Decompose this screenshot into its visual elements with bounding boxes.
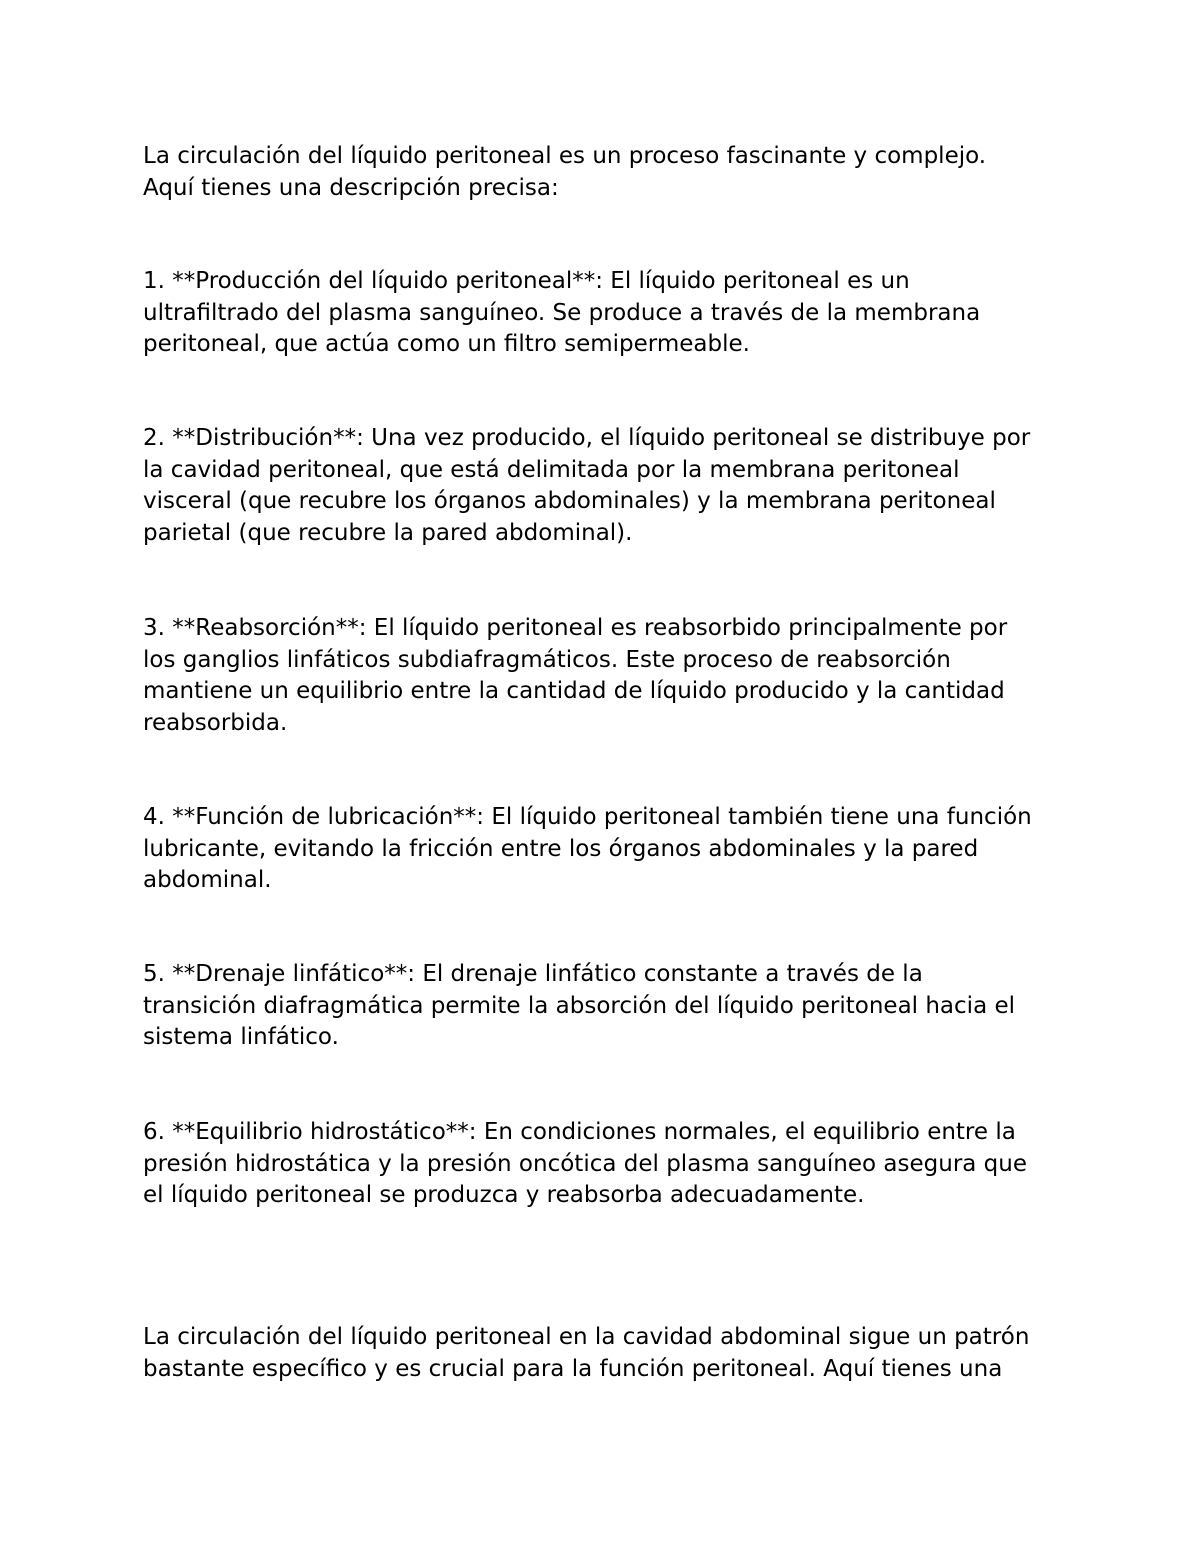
text-line: 2. **Distribución**: Una vez producido, el líquido peritoneal se distribuye por bbox=[143, 425, 1031, 451]
text-line: peritoneal, que actúa como un filtro semipermeable. bbox=[143, 331, 750, 357]
text-line: los ganglios linfáticos subdiafragmáticos. Este proceso de reabsorción bbox=[143, 646, 951, 673]
text-line: La circulación del líquido peritoneal es un proceso fascinante y complejo. bbox=[143, 143, 987, 169]
text-line: La circulación del líquido peritoneal en la cavidad abdominal sigue un patrón bbox=[143, 1324, 1030, 1350]
text-line: ultrafiltrado del plasma sanguíneo. Se produce a través de la membrana bbox=[143, 299, 981, 326]
text-line: 3. **Reabsorción**: El líquido peritoneal es reabsorbido principalmente por bbox=[143, 615, 1008, 641]
list-item-produccion bbox=[143, 266, 1073, 361]
text-line: reabsorbida. bbox=[143, 709, 288, 736]
text-line: 4. **Función de lubricación**: El líquido peritoneal también tiene una función bbox=[143, 804, 1032, 830]
list-item-equilibrio bbox=[143, 1117, 1073, 1212]
text-line: sistema linfático. bbox=[143, 1024, 339, 1050]
text-line: parietal (que recubre la pared abdominal). bbox=[143, 519, 633, 546]
intro-paragraph bbox=[143, 141, 1073, 204]
list-item-reabsorcion bbox=[143, 613, 1073, 739]
text-line: 5. **Drenaje linfático**: El drenaje linfático constante a través de la bbox=[143, 961, 923, 987]
text-line: el líquido peritoneal se produzca y reabsorba adecuadamente. bbox=[143, 1182, 865, 1208]
text-line: bastante específico y es crucial para la función peritoneal. Aquí tienes una bbox=[143, 1355, 1003, 1382]
text-line: visceral (que recubre los órganos abdominales) y la membrana peritoneal bbox=[143, 488, 996, 514]
text-line: 6. **Equilibrio hidrostático**: En condiciones normales, el equilibrio entre la bbox=[143, 1119, 1016, 1145]
list-item-lubricacion bbox=[143, 802, 1073, 897]
text-line: 1. **Producción del líquido peritoneal**: El líquido peritoneal es un bbox=[143, 268, 910, 294]
text-line: lubricante, evitando la fricción entre los órganos abdominales y la pared bbox=[143, 835, 979, 862]
text-line: mantiene un equilibrio entre la cantidad de líquido producido y la cantidad bbox=[143, 678, 1005, 704]
text-line: abdominal. bbox=[143, 867, 272, 893]
list-item-drenaje bbox=[143, 959, 1073, 1054]
text-line: presión hidrostática y la presión oncótica del plasma sanguíneo asegura que bbox=[143, 1150, 1028, 1177]
list-item-distribucion bbox=[143, 423, 1073, 549]
text-line: Aquí tienes una descripción precisa: bbox=[143, 174, 559, 201]
text-line: transición diafragmática permite la absorción del líquido peritoneal hacia el bbox=[143, 992, 1016, 1019]
closing-paragraph bbox=[143, 1322, 1073, 1385]
text-line: la cavidad peritoneal, que está delimitada por la membrana peritoneal bbox=[143, 456, 960, 483]
